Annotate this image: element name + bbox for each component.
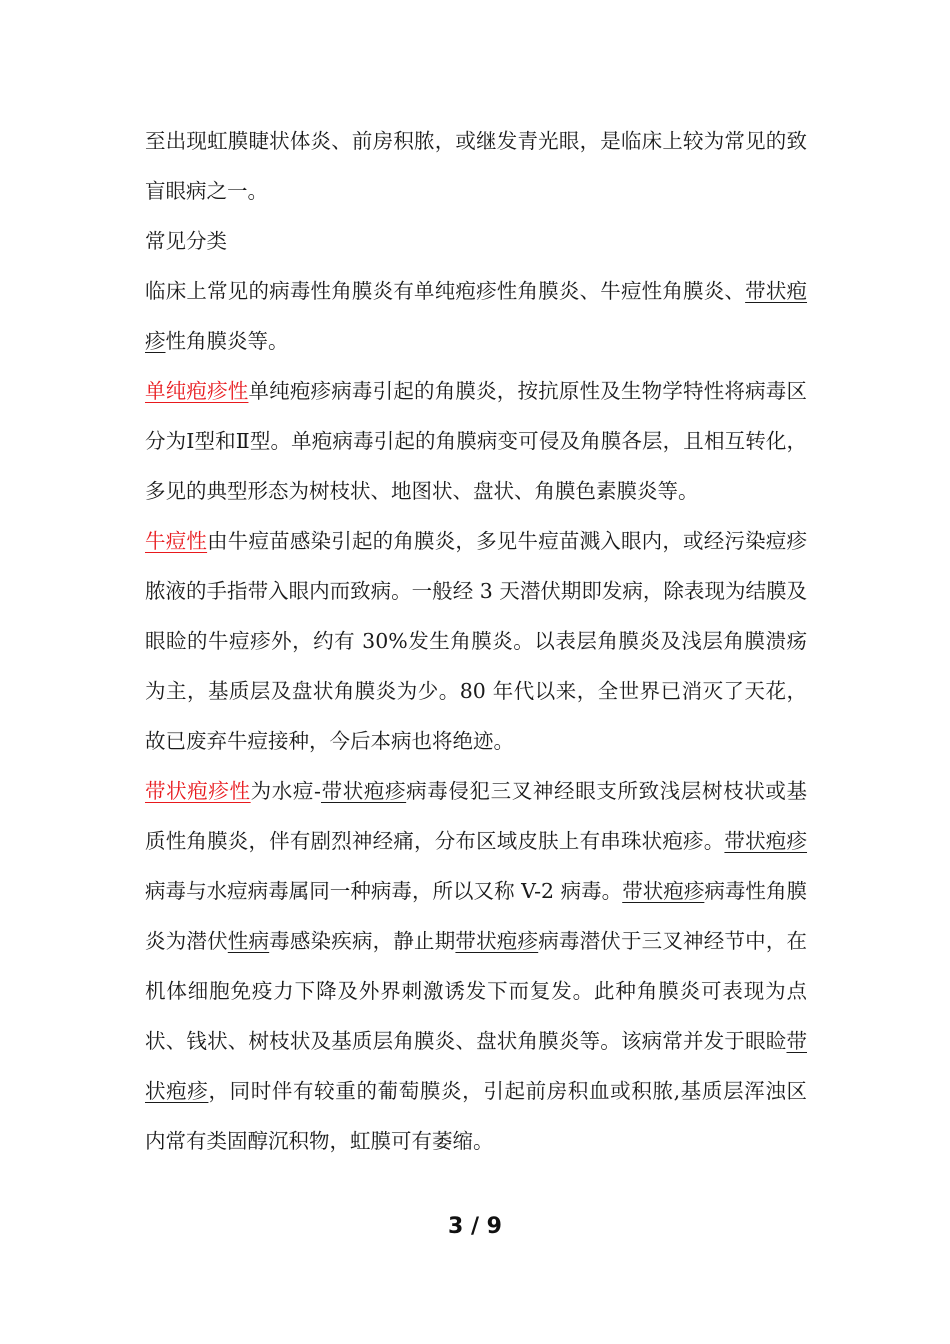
text-run: 病毒潜伏于三叉神经节中，在机体细胞免疫力下降及外界刺激诱发下而复发。此种角膜炎可表现为点状、钱状、树枝状及基质层角膜炎、盘状角膜炎等。该病常并发于眼睑 bbox=[145, 929, 808, 1053]
text-run: 性角膜炎等。 bbox=[165, 329, 289, 353]
page-indicator: 3 / 9 bbox=[448, 1214, 502, 1239]
link-herpes-zoster[interactable]: 带状疱疹 bbox=[320, 779, 407, 803]
paragraph-continuation: 至出现虹膜睫状体炎、前房积脓，或继发青光眼，是临床上较为常见的致盲眼病之一。 bbox=[145, 129, 807, 203]
term-vaccinia-link[interactable]: 牛痘性 bbox=[145, 529, 208, 553]
paragraph-vaccinia bbox=[145, 516, 807, 766]
text-run: 病毒侵犯三叉神经眼支所致浅层树枝状或基质性角膜炎，伴有剧烈神经痛，分布区域皮肤上有串珠状疱疹。 bbox=[145, 779, 807, 853]
text-run: 由牛痘苗感染引起的角膜炎，多见牛痘苗溅入眼内，或经污染痘疹脓液的手指带入眼内而致病。一般经 3 天潜伏期即发病，除表现为结膜及眼睑的牛痘疹外，约有 30%发生角膜炎。以表层角膜炎及浅层角膜溃疡为主，基质层及盘状角膜炎为少。80 年代以来，全世界已消灭了天花，故已废弃牛痘接种，今后本病也将绝迹。 bbox=[145, 529, 808, 753]
link-std[interactable]: 性病 bbox=[227, 929, 270, 953]
paragraph-classification bbox=[145, 266, 807, 366]
paragraph-herpes-simplex bbox=[145, 366, 807, 516]
section-heading: 常见分类 bbox=[145, 229, 227, 253]
term-herpes-zoster-link[interactable]: 带状疱疹性 bbox=[145, 779, 251, 803]
text-run: ，同时伴有较重的葡萄膜炎，引起前房积血或积脓,基质层浑浊区内常有类固醇沉积物，虹膜可有萎缩。 bbox=[145, 1079, 808, 1153]
text-run: 单纯疱疹病毒引起的角膜炎，按抗原性及生物学特性将病毒区分为Ⅰ型和Ⅱ型。单疱病毒引起的角膜病变可侵及角膜各层，且相互转化，多见的典型形态为树枝状、地图状、盘状、角膜色素膜炎等。 bbox=[145, 379, 807, 503]
link-herpes-zoster[interactable]: 带状疱疹 bbox=[622, 879, 705, 903]
paragraph-herpes-zoster bbox=[145, 766, 807, 1166]
link-herpes-zoster[interactable]: 带状疱疹 bbox=[145, 279, 808, 353]
link-herpes-zoster[interactable]: 带状疱疹 bbox=[145, 1029, 807, 1103]
text-run: 为水痘- bbox=[250, 779, 321, 803]
term-herpes-simplex-link[interactable]: 单纯疱疹性 bbox=[145, 379, 249, 403]
text-run: 临床上常见的病毒性角膜炎有单纯疱疹性角膜炎、牛痘性角膜炎、 bbox=[145, 279, 746, 303]
document-body bbox=[145, 116, 807, 1166]
text-run: 毒感染疾病，静止期 bbox=[269, 929, 456, 953]
link-herpes-zoster[interactable]: 带状疱疹 bbox=[455, 929, 539, 953]
link-herpes-zoster[interactable]: 带状疱疹 bbox=[724, 829, 808, 853]
text-run: 病毒与水痘病毒属同一种病毒，所以又称 V-2 病毒。 bbox=[145, 879, 623, 903]
text-run: 病毒性角膜炎为潜伏 bbox=[145, 879, 807, 953]
